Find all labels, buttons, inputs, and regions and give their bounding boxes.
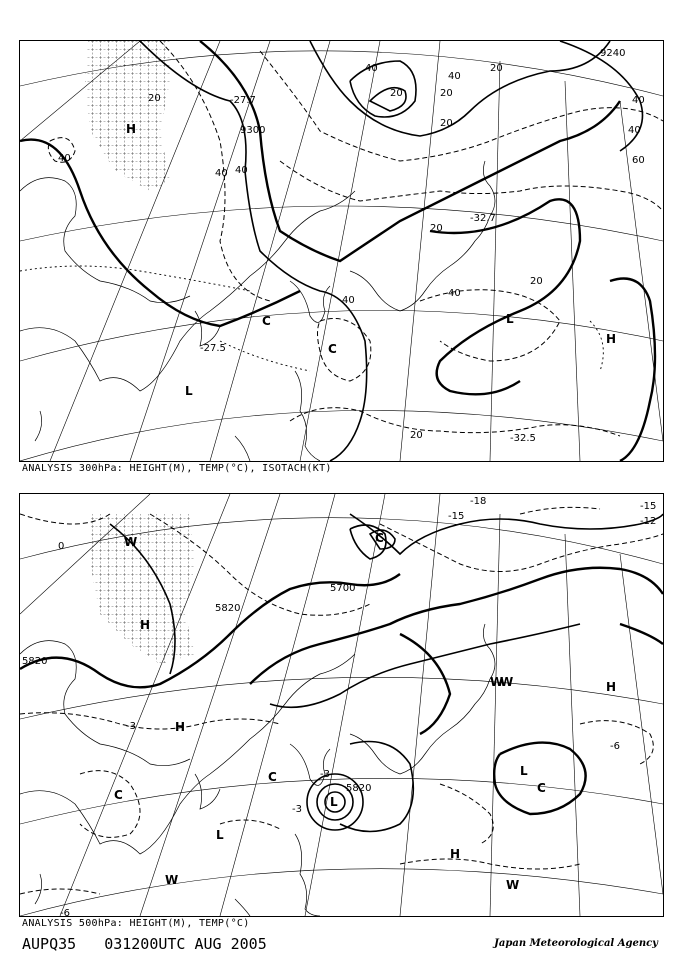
system-marker: W (124, 535, 138, 549)
map-300hpa (20, 41, 663, 461)
isotach-label: 40 (365, 63, 378, 74)
system-marker: H (140, 618, 151, 632)
temperature-label: -3 (320, 769, 330, 780)
temperature-label: -6 (610, 741, 620, 752)
temperature-label: -12 (640, 516, 657, 527)
isotach-label: 20 (430, 223, 443, 234)
system-marker: H (175, 720, 186, 734)
system-marker: C (114, 788, 123, 802)
system-marker: H (126, 122, 137, 136)
temperature-label: -3 (126, 721, 136, 732)
isotach-label: 60 (632, 155, 645, 166)
terrain-mask (90, 514, 195, 664)
isotach-label: 40 (448, 71, 461, 82)
temperature-label: -15 (640, 501, 657, 512)
height-label: 9300 (240, 125, 266, 136)
isotach-label: 20 (390, 88, 403, 99)
system-marker: C (328, 342, 337, 356)
system-marker: C (268, 770, 277, 784)
system-marker: L (520, 764, 528, 778)
isotach-label: 40 (632, 95, 645, 106)
temperature-label: -32.5 (510, 433, 536, 444)
caption-500hpa: ANALYSIS 500hPa: HEIGHT(M), TEMP(°C) (22, 918, 250, 929)
system-marker: L (506, 312, 514, 326)
temperature-label: 0 (58, 541, 65, 552)
system-marker: L (216, 828, 224, 842)
system-marker: H (606, 332, 617, 346)
isotach-label: 40 (58, 153, 71, 164)
temperature-label: -32.7 (470, 213, 496, 224)
height-label: 5820 (22, 656, 48, 667)
height-label: 5700 (330, 583, 356, 594)
chart-footer (22, 935, 295, 953)
system-marker: W (165, 873, 179, 887)
height-label: 5820 (215, 603, 241, 614)
system-marker: C (537, 781, 546, 795)
isotach-label: 40 (448, 288, 461, 299)
chart-code: AUPQ35 (22, 935, 77, 953)
temperature-label: -3 (292, 804, 302, 815)
agency-name: Japan Meteorological Agency (494, 938, 658, 949)
isotach-label: 20 (440, 118, 453, 129)
isotach-label: 20 (440, 88, 453, 99)
map-panel-500hpa (19, 493, 664, 917)
system-marker: W (506, 878, 520, 892)
isotach-label: 40 (215, 168, 228, 179)
system-marker: L (330, 795, 338, 809)
system-marker: H (450, 847, 461, 861)
pressure-systems (126, 122, 616, 398)
isotach-label: 40 (235, 165, 248, 176)
valid-time: 031200UTC AUG 2005 (104, 935, 267, 953)
isotach-label: 20 (530, 276, 543, 287)
map-500hpa (20, 494, 663, 916)
terrain-mask (85, 41, 170, 191)
system-marker: H (606, 680, 617, 694)
system-marker: W (490, 675, 504, 689)
temperature-label: -15 (448, 511, 465, 522)
isotach-label: 40 (628, 125, 641, 136)
isotach-label: 40 (342, 295, 355, 306)
system-marker: C (262, 314, 271, 328)
isotach-label: 20 (148, 93, 161, 104)
temperature-label: -27.7 (230, 95, 256, 106)
isotach-label: 20 (490, 63, 503, 74)
caption-300hpa: ANALYSIS 300hPa: HEIGHT(M), TEMP(°C), ISOTACH(KT) (22, 463, 332, 474)
temperature-label: -6 (60, 908, 70, 916)
height-label: 5820 (346, 783, 372, 794)
temperature-label: -18 (470, 496, 487, 507)
system-marker: C (375, 531, 384, 545)
map-panel-300hpa (19, 40, 664, 462)
system-marker: W (500, 675, 514, 689)
height-label: 9240 (600, 48, 626, 59)
system-marker: L (185, 384, 193, 398)
temperature-label: -27.5 (200, 343, 226, 354)
isotach-label: 20 (410, 430, 423, 441)
